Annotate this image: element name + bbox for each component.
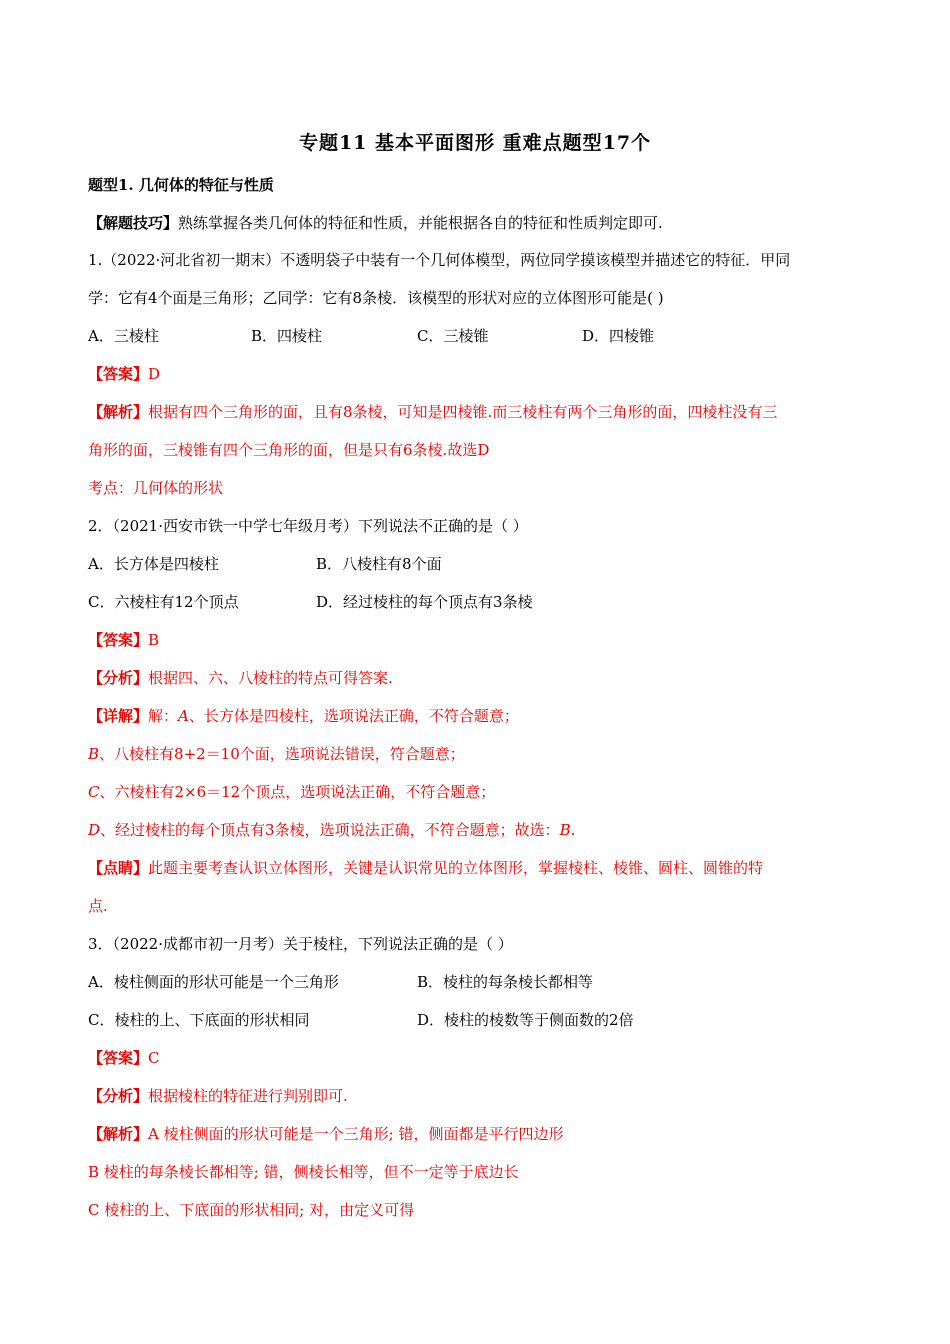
q2-detail-1 xyxy=(88,706,519,726)
fenxi-text: 根据四、六、八棱柱的特点可得答案. xyxy=(148,669,393,687)
detail-tag: 【详解】 xyxy=(88,707,149,725)
detail-letter: D xyxy=(88,821,101,839)
q3-option-d: D．棱柱的棱数等于侧面数的2倍 xyxy=(417,1011,634,1029)
q3-stem: 3．（2022·成都市初一月考）关于棱柱，下列说法正确的是（ ） xyxy=(88,935,513,953)
fenxi-tag: 【分析】 xyxy=(88,669,149,687)
fenxi-tag: 【分析】 xyxy=(88,1087,149,1105)
comment-text: 此题主要考查认识立体图形，关键是认识常见的立体图形，掌握棱柱、棱锥、圆柱、圆锥的特 xyxy=(148,859,764,877)
detail-end: . xyxy=(570,821,576,839)
q2-option-b: B．八棱柱有8个面 xyxy=(316,555,442,573)
analysis-tag: 【解析】 xyxy=(88,403,149,421)
q3-option-a: A．棱柱侧面的形状可能是一个三角形 xyxy=(88,973,339,991)
q1-answer xyxy=(88,364,160,384)
detail-letter: A xyxy=(178,707,189,725)
q2-comment-line2: 点. xyxy=(88,897,108,915)
detail-text: 、长方体是四棱柱，选项说法正确，不符合题意； xyxy=(188,707,519,725)
answer-value: D xyxy=(148,365,161,383)
q2-detail-3 xyxy=(88,782,495,802)
q2-option-c: C．六棱柱有12个顶点 xyxy=(88,593,239,611)
q2-comment-line1 xyxy=(88,858,763,878)
q2-detail-2 xyxy=(88,744,465,764)
answer-tag: 【答案】 xyxy=(88,631,149,649)
section-heading: 题型1. 几何体的特征与性质 xyxy=(88,176,274,194)
analysis-text: A 棱柱侧面的形状可能是一个三角形; 错，侧面都是平行四边形 xyxy=(148,1125,564,1143)
q1-stem-line2: 学：它有4个面是三角形；乙同学：它有8条棱．该模型的形状对应的立体图形可能是( ) xyxy=(88,289,664,307)
q3-analysis-1 xyxy=(88,1124,563,1144)
q1-analysis-line2: 角形的面，三棱锥有四个三角形的面，但是只有6条棱.故选D xyxy=(88,441,490,459)
q1-option-d: D．四棱锥 xyxy=(582,327,655,345)
tip-tag: 【解题技巧】 xyxy=(88,214,179,232)
fenxi-text: 根据棱柱的特征进行判别即可. xyxy=(148,1087,348,1105)
detail-answer: B xyxy=(559,821,571,839)
q1-analysis-line1 xyxy=(88,402,777,422)
detail-pre: 解： xyxy=(148,707,179,725)
q1-stem-line1: 1.（2022·河北省初一期末）不透明袋子中装有一个几何体模型，两位同学摸该模型并描述它的特征．甲同 xyxy=(88,251,791,269)
q1-option-b: B．四棱柱 xyxy=(251,327,323,345)
q3-fenxi xyxy=(88,1086,348,1106)
q3-option-b: B．棱柱的每条棱长都相等 xyxy=(417,973,594,991)
q3-answer xyxy=(88,1048,160,1068)
analysis-tag: 【解析】 xyxy=(88,1125,149,1143)
q2-answer xyxy=(88,630,159,650)
detail-text: 、六棱柱有2×6＝12个顶点，选项说法正确，不符合题意； xyxy=(99,783,496,801)
q3-analysis-3: C 棱柱的上、下底面的形状相同; 对，由定义可得 xyxy=(88,1201,415,1219)
q2-stem: 2．（2021·西安市铁一中学七年级月考）下列说法不正确的是（ ） xyxy=(88,517,528,535)
detail-letter: C xyxy=(88,783,100,801)
q2-option-d: D．经过棱柱的每个顶点有3条棱 xyxy=(316,593,533,611)
answer-tag: 【答案】 xyxy=(88,365,149,383)
tip-paragraph xyxy=(88,213,663,233)
detail-letter: B xyxy=(88,745,100,763)
detail-text: 、八棱柱有8+2＝10个面，选项说法错误，符合题意； xyxy=(99,745,465,763)
analysis-text: 根据有四个三角形的面，且有8条棱，可知是四棱锥.而三棱柱有两个三角形的面，四棱柱没有三 xyxy=(148,403,778,421)
page-title: 专题11 基本平面图形 重难点题型17个 xyxy=(298,132,652,154)
answer-value: B xyxy=(148,631,160,649)
q1-point: 考点：几何体的形状 xyxy=(88,479,224,497)
comment-tag: 【点睛】 xyxy=(88,859,149,877)
q1-option-c: C．三棱锥 xyxy=(417,327,489,345)
q3-analysis-2: B 棱柱的每条棱长都相等; 错，侧棱长相等，但不一定等于底边长 xyxy=(88,1163,519,1181)
q1-option-a: A．三棱柱 xyxy=(88,327,159,345)
q2-detail-4 xyxy=(88,820,575,840)
q2-option-a: A．长方体是四棱柱 xyxy=(88,555,219,573)
detail-text: 、经过棱柱的每个顶点有3条棱，选项说法正确，不符合题意；故选： xyxy=(100,821,560,839)
q2-fenxi xyxy=(88,668,393,688)
tip-text: 熟练掌握各类几何体的特征和性质，并能根据各自的特征和性质判定即可. xyxy=(178,214,663,232)
answer-value: C xyxy=(148,1049,160,1067)
answer-tag: 【答案】 xyxy=(88,1049,149,1067)
q3-option-c: C．棱柱的上、下底面的形状相同 xyxy=(88,1011,310,1029)
